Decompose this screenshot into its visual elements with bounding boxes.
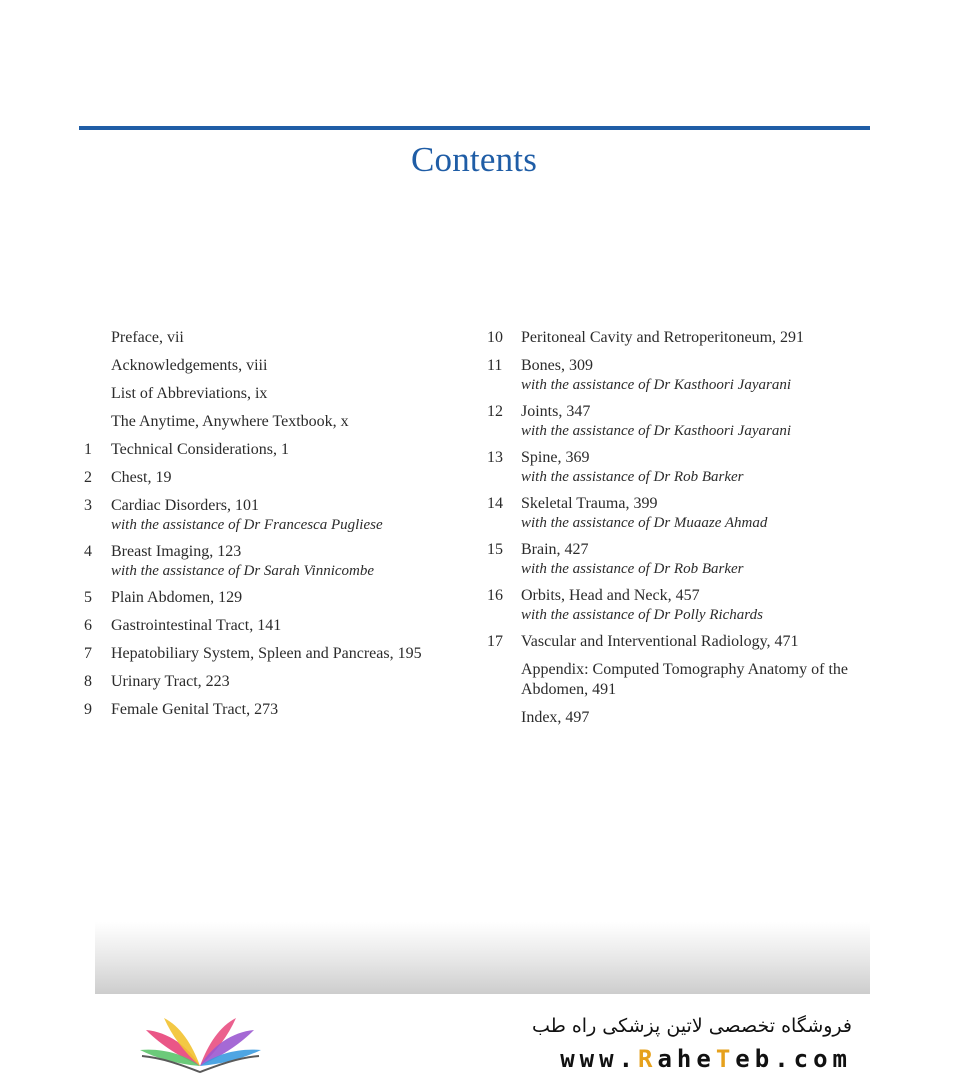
toc-entry-chapter-9[interactable] [84, 700, 474, 720]
toc-left-column [84, 328, 474, 728]
toc-title: Peritoneal Cavity and Retroperitoneum, 291 [521, 329, 805, 346]
toc-entry-index[interactable] [487, 708, 887, 728]
toc-number: 14 [487, 495, 503, 512]
toc-title: Urinary Tract, 223 [111, 673, 230, 690]
toc-title: Vascular and Interventional Radiology, 471 [521, 633, 799, 650]
toc-number: 7 [84, 645, 92, 662]
toc-assist-credit: with the assistance of Dr Kasthoori Jayarani [521, 377, 791, 393]
toc-title: Hepatobiliary System, Spleen and Pancreas, 195 [111, 645, 422, 662]
toc-assist-credit: with the assistance of Dr Francesca Pugliese [111, 517, 383, 533]
toc-assist-credit: with the assistance of Dr Rob Barker [521, 469, 744, 485]
toc-number: 6 [84, 617, 92, 634]
toc-number: 1 [84, 441, 92, 458]
toc-number: 3 [84, 497, 92, 514]
toc-number: 11 [487, 357, 503, 374]
toc-title: Preface, vii [111, 329, 184, 346]
url-mid-2: eb [735, 1045, 775, 1073]
toc-entry-appendix[interactable] [487, 660, 887, 700]
toc-title: Joints, 347 [521, 403, 591, 420]
toc-title: Breast Imaging, 123 [111, 543, 242, 560]
toc-title: Spine, 369 [521, 449, 590, 466]
toc-number: 17 [487, 633, 503, 650]
toc-entry-chapter-16[interactable] [487, 586, 887, 624]
toc-entry-chapter-8[interactable] [84, 672, 474, 692]
toc-entry-chapter-12[interactable] [487, 402, 887, 440]
toc-title: Acknowledgements, viii [111, 357, 268, 374]
toc-number: 13 [487, 449, 503, 466]
toc-title: Bones, 309 [521, 357, 593, 374]
toc-entry-preface[interactable] [84, 328, 474, 348]
toc-title: List of Abbreviations, ix [111, 385, 268, 402]
toc-number: 8 [84, 673, 92, 690]
toc-title: The Anytime, Anywhere Textbook, x [111, 413, 349, 430]
toc-title: Plain Abdomen, 129 [111, 589, 243, 606]
toc-assist-credit: with the assistance of Dr Polly Richards [521, 607, 763, 623]
title-rule [79, 126, 870, 130]
url-prefix: www. [560, 1045, 639, 1073]
toc-entry-chapter-3[interactable] [84, 496, 474, 534]
toc-entry-chapter-10[interactable] [487, 328, 887, 348]
toc-title: Cardiac Disorders, 101 [111, 497, 259, 514]
toc-number: 15 [487, 541, 503, 558]
toc-entry-chapter-6[interactable] [84, 616, 474, 636]
toc-entry-chapter-5[interactable] [84, 588, 474, 608]
store-url[interactable] [480, 1045, 852, 1073]
toc-entry-chapter-11[interactable] [487, 356, 887, 394]
open-book-logo-icon [138, 1008, 263, 1074]
toc-number: 16 [487, 587, 503, 604]
toc-entry-acknowledgements[interactable] [84, 356, 474, 376]
toc-entry-chapter-13[interactable] [487, 448, 887, 486]
toc-assist-credit: with the assistance of Dr Sarah Vinnicombe [111, 563, 375, 579]
page-title: Contents [410, 140, 538, 179]
toc-entry-chapter-2[interactable] [84, 468, 474, 488]
toc-title: Orbits, Head and Neck, 457 [521, 587, 700, 604]
toc-title: Chest, 19 [111, 469, 172, 486]
toc-number: 10 [487, 329, 503, 346]
toc-number: 2 [84, 469, 92, 486]
toc-number: 9 [84, 701, 92, 718]
store-name: فروشگاه تخصصی لاتین پزشکی راه طب [532, 1015, 852, 1037]
toc-title: Skeletal Trauma, 399 [521, 495, 658, 512]
page-shadow-band [95, 922, 870, 994]
toc-entry-chapter-7[interactable] [84, 644, 474, 664]
toc-entry-chapter-1[interactable] [84, 440, 474, 460]
toc-title: Female Genital Tract, 273 [111, 701, 279, 718]
toc-entry-chapter-4[interactable] [84, 542, 474, 580]
toc-assist-credit: with the assistance of Dr Muaaze Ahmad [521, 515, 768, 531]
url-suffix: .com [774, 1045, 852, 1073]
toc-assist-credit: with the assistance of Dr Kasthoori Jayarani [521, 423, 791, 439]
url-mid-1: ahe [657, 1045, 716, 1073]
url-highlight-t: T [715, 1045, 736, 1073]
toc-entry-chapter-17[interactable] [487, 632, 887, 652]
url-highlight-r: R [638, 1045, 658, 1073]
toc-number: 5 [84, 589, 92, 606]
toc-title: Index, 497 [521, 709, 590, 726]
toc-title: Appendix: Computed Tomography Anatomy of the Abdomen, 491 [521, 661, 848, 698]
toc-entry-abbreviations[interactable] [84, 384, 474, 404]
toc-number: 12 [487, 403, 503, 420]
toc-entry-chapter-14[interactable] [487, 494, 887, 532]
book-fan-icon [140, 1018, 261, 1072]
toc-assist-credit: with the assistance of Dr Rob Barker [521, 561, 744, 577]
toc-number: 4 [84, 543, 92, 560]
toc-entry-anytime-textbook[interactable] [84, 412, 474, 432]
toc-right-column [487, 328, 887, 736]
toc-title: Brain, 427 [521, 541, 589, 558]
toc-entry-chapter-15[interactable] [487, 540, 887, 578]
toc-title: Technical Considerations, 1 [111, 441, 289, 458]
toc-title: Gastrointestinal Tract, 141 [111, 617, 282, 634]
